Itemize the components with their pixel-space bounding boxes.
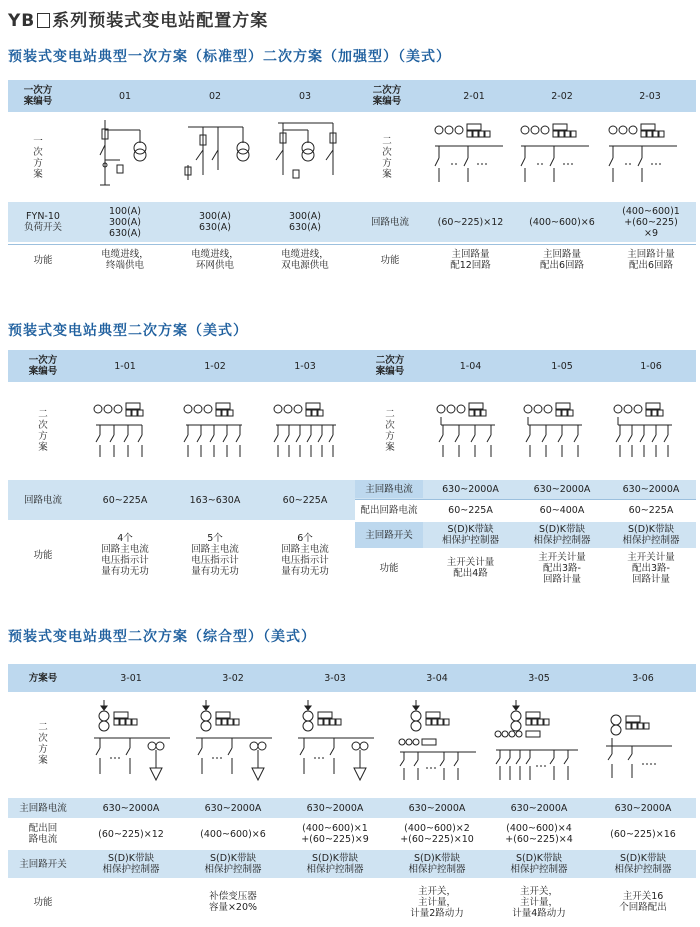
s2-sec-function-label: 功能 [379, 562, 399, 574]
page-title: YB 系列预装式变电站配置方案 [8, 11, 269, 31]
s2-loop-current-label: 回路电流 [23, 494, 62, 506]
secondary-diagram-3-02 [192, 698, 280, 790]
s2-sec-scheme-no-label: 二次方 案编号 [375, 355, 405, 377]
s3-function-3-04: 主开关， 主计量， 计量2路动力 [410, 885, 464, 919]
s3-main-switch-3-05: S(D)K带缺 相保护控制器 [510, 853, 568, 875]
secondary-diagram-1-04 [435, 395, 507, 467]
secondary-diagram-1-02 [182, 395, 254, 467]
s1-switch-value-02: 300(A) 630(A) [198, 211, 232, 233]
s3-main-current-3-06: 630~2000A [614, 802, 672, 814]
s2-out-current-1-05: 60~400A [518, 500, 606, 520]
secondary-diagram-1-03 [272, 395, 344, 467]
s1-switch-value-01: 100(A) 300(A) 630(A) [108, 205, 142, 239]
s2-out-current-1-04: 60~225A [423, 500, 518, 520]
s2-col-1-04: 1-04 [459, 360, 482, 372]
s2-function-label: 功能 [33, 549, 53, 561]
s2-out-current-1-06: 60~225A [606, 500, 696, 520]
s3-out-current-3-03: (400~600)×1 +(60~225)×9 [301, 823, 369, 845]
s3-col-3-01: 3-01 [120, 672, 142, 684]
secondary-diagram-2-01 [433, 118, 518, 190]
s3-main-current-label: 主回路电流 [19, 802, 67, 814]
s1-divider [8, 244, 696, 245]
s1-function-label: 功能 [33, 254, 53, 266]
s2-sec-function-1-06: 主开关计量 配出3路- 回路计量 [627, 551, 675, 585]
s2-secondary-label: 二 次 方 案 [38, 409, 48, 453]
s3-main-current-3-01: 630~2000A [102, 802, 160, 814]
s1-secondary-label: 二 次 方 案 [382, 135, 392, 180]
s2-scheme-no-label: 一次方 案编号 [28, 355, 58, 377]
s1-loop-current-2-01: (60~225)×12 [437, 216, 504, 228]
s2-loop-current-1-01: 60~225A [102, 494, 148, 506]
secondary-diagram-1-05 [522, 395, 594, 467]
s3-main-current-3-02: 630~2000A [204, 802, 262, 814]
secondary-diagram-3-06 [602, 698, 690, 790]
s3-main-switch-3-02: S(D)K带缺 相保护控制器 [204, 853, 262, 875]
s2-function-1-02: 5个 回路主电流 电压指示计 量有功无功 [191, 533, 239, 577]
s3-col-3-06: 3-06 [632, 672, 654, 684]
s2-main-switch-label: 主回路开关 [355, 522, 423, 548]
s1-primary-label: 一 次 方 案 [33, 135, 43, 180]
s1-col-01: 01 [118, 90, 132, 102]
s3-out-current-3-02: (400~600)×6 [200, 828, 266, 840]
s3-col-3-03: 3-03 [324, 672, 346, 684]
secondary-diagram-2-03 [607, 118, 692, 190]
s2-col-1-03: 1-03 [294, 360, 316, 372]
s3-function-3-02: 补偿变压器 容量×20% [208, 891, 258, 913]
primary-diagram-01 [90, 115, 160, 195]
s1-sec-function-2-01: 主回路量 配12回路 [450, 249, 491, 271]
s2-loop-current-1-02: 163~630A [189, 494, 241, 506]
s3-main-switch-3-03: S(D)K带缺 相保护控制器 [306, 853, 364, 875]
secondary-diagram-3-01 [90, 698, 178, 790]
s1-col-2-02: 2-02 [551, 90, 573, 102]
s3-function-3-05: 主开关， 主计量， 计量4路动力 [512, 885, 566, 919]
s1-function-03: 电缆进线， 双电源供电 [281, 249, 329, 271]
secondary-diagram-3-04 [396, 698, 484, 790]
s1-function-02: 电缆进线， 环网供电 [191, 249, 239, 271]
s3-main-current-3-04: 630~2000A [408, 802, 466, 814]
s1-function-01: 电缆进线， 终端供电 [101, 249, 149, 271]
s2-function-1-01: 4个 回路主电流 电压指示计 量有功无功 [101, 533, 149, 577]
s2-loop-current-1-03: 60~225A [282, 494, 328, 506]
s2-sec-function-1-04: 主开关计量 配出4路 [446, 557, 495, 579]
s2-sec-function-1-05: 主开关计量 配出3路- 回路计量 [538, 551, 586, 585]
s1-sec-scheme-no-label: 二次方 案编号 [372, 85, 402, 107]
s3-main-switch-3-06: S(D)K带缺 相保护控制器 [614, 853, 672, 875]
s3-out-current-3-04: (400~600)×2 +(60~225)×10 [400, 823, 474, 845]
s1-scheme-no-label: 一次方 案编号 [23, 85, 53, 107]
s2-col-1-01: 1-01 [114, 360, 136, 372]
s3-main-switch-3-04: S(D)K带缺 相保护控制器 [408, 853, 466, 875]
s3-out-current-3-06: (60~225)×16 [610, 828, 676, 840]
s3-function-3-01 [80, 880, 182, 924]
secondary-diagram-1-06 [612, 395, 684, 467]
s1-switch-value-03: 300(A) 630(A) [288, 211, 322, 233]
s1-col-2-03: 2-03 [639, 90, 661, 102]
s2-out-current-label: 配出回路电流 [355, 500, 423, 520]
section-3-title: 预装式变电站典型二次方案（综合型）（美式） [8, 629, 316, 645]
section-1-title: 预装式变电站典型一次方案（标准型）二次方案（加强型）（美式） [8, 49, 451, 65]
secondary-diagram-3-03 [294, 698, 382, 790]
primary-diagram-02 [178, 115, 258, 195]
s1-sec-function-2-02: 主回路量 配出6回路 [539, 249, 585, 271]
s1-sec-function-2-03: 主回路计量 配出6回路 [627, 249, 675, 271]
s2-function-1-03: 6个 回路主电流 电压指示计 量有功无功 [281, 533, 329, 577]
s1-sec-function-label: 功能 [380, 254, 400, 266]
checkbox-square-icon [37, 13, 50, 28]
s2-main-current-1-05: 630~2000A [533, 483, 591, 495]
s3-out-current-3-05: (400~600)×4 +(60~225)×4 [505, 823, 573, 845]
s2-main-current-1-04: 630~2000A [442, 483, 499, 495]
s3-col-3-04: 3-04 [426, 672, 448, 684]
secondary-diagram-2-02 [519, 118, 604, 190]
s1-switch-label: FYN-10 负荷开关 [23, 211, 62, 233]
s2-main-switch-1-04: S(D)K带缺 相保护控制器 [441, 524, 499, 546]
s2-col-1-05: 1-05 [551, 360, 573, 372]
s1-loop-current-label: 回路电流 [370, 216, 409, 228]
s3-function-3-06: 主开关16 个回路配出 [619, 891, 667, 913]
s1-col-2-01: 2-01 [463, 90, 485, 102]
s2-col-1-06: 1-06 [640, 360, 662, 372]
s3-function-label: 功能 [33, 896, 53, 908]
secondary-diagram-1-01 [92, 395, 164, 467]
s3-main-current-3-05: 630~2000A [510, 802, 568, 814]
section-2-title: 预装式变电站典型二次方案（美式） [8, 323, 248, 339]
s1-loop-current-2-02: (400~600)×6 [529, 216, 595, 228]
s3-col-3-02: 3-02 [222, 672, 244, 684]
s3-main-switch-label: 主回路开关 [19, 858, 67, 870]
s3-main-switch-3-01: S(D)K带缺 相保护控制器 [102, 853, 160, 875]
s3-main-current-3-03: 630~2000A [306, 802, 364, 814]
s1-loop-current-2-03: (400~600)1 +(60~225) ×9 [622, 205, 680, 239]
s1-col-03: 03 [298, 90, 312, 102]
s2-main-current-1-06: 630~2000A [622, 483, 680, 495]
s3-scheme-no-label: 方案号 [28, 672, 58, 684]
s3-secondary-label: 二 次 方 案 [38, 722, 48, 766]
s2-col-1-02: 1-02 [204, 360, 226, 372]
secondary-diagram-3-05 [494, 698, 584, 790]
s1-col-02: 02 [208, 90, 222, 102]
s2-main-current-label: 主回路电流 [355, 480, 423, 498]
s3-out-current-3-01: (60~225)×12 [98, 828, 164, 840]
s3-out-current-label: 配出回 路电流 [28, 823, 58, 845]
s3-function-3-03 [284, 880, 386, 924]
s3-col-3-05: 3-05 [528, 672, 550, 684]
s2-secondary-label-right: 二 次 方 案 [385, 409, 395, 453]
s2-main-switch-1-06: S(D)K带缺 相保护控制器 [622, 524, 680, 546]
s2-main-switch-1-05: S(D)K带缺 相保护控制器 [533, 524, 591, 546]
primary-diagram-03 [268, 115, 348, 195]
